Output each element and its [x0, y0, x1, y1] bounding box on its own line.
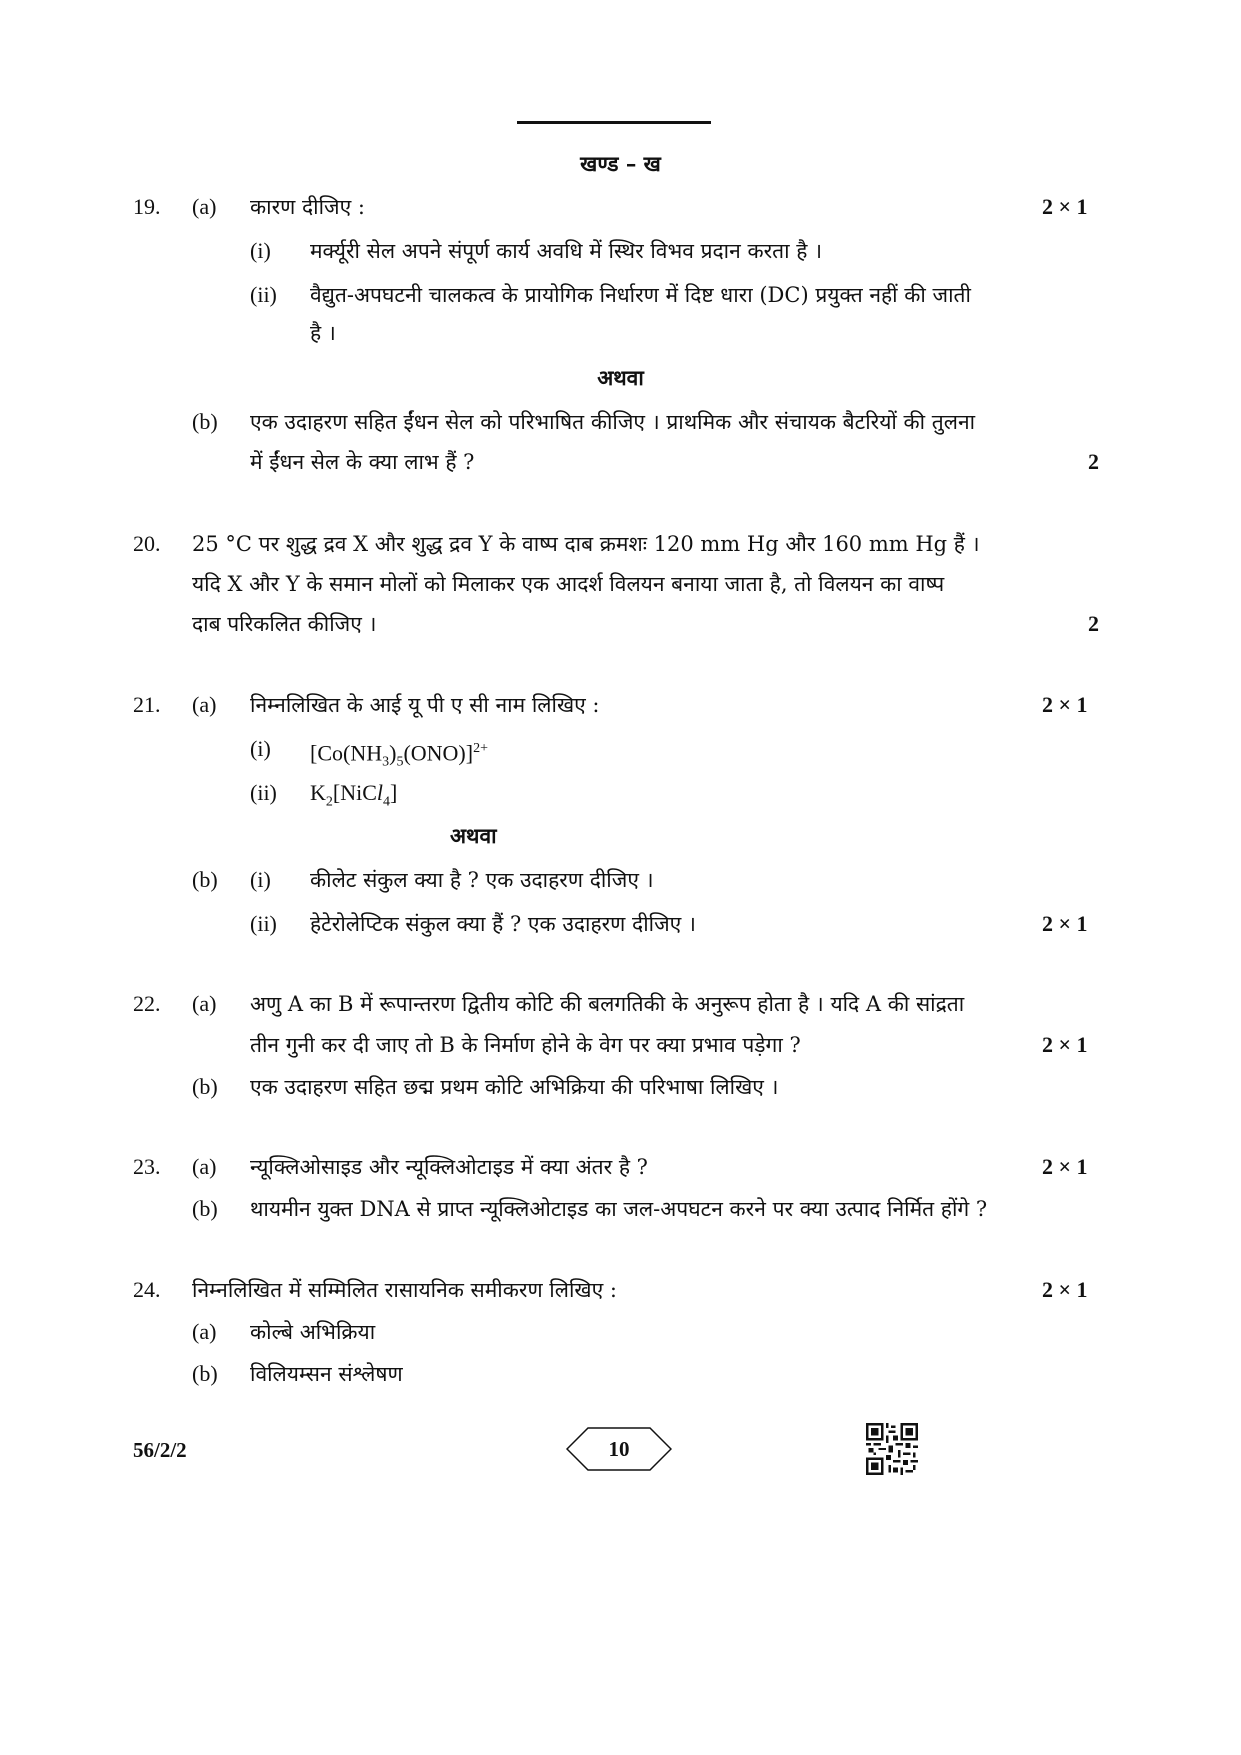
part-label: (b) [192, 1074, 218, 1099]
marks: 2 [1088, 611, 1099, 636]
marks: 2 × 1 [1042, 692, 1088, 717]
question-text: में ईंधन सेल के क्या लाभ हैं ? [250, 450, 475, 474]
subpart-label: (ii) [250, 780, 277, 805]
marks: 2 × 1 [1042, 194, 1088, 219]
question-text: अणु A का B में रूपान्तरण द्वितीय कोटि की बलगतिकी के अनुरूप होता है । यदि A की सांद्रता [250, 992, 965, 1016]
question-text: है । [310, 321, 336, 345]
question-text: दाब परिकलित कीजिए । [192, 612, 377, 636]
marks: 2 [1088, 449, 1099, 474]
page-number: 10 [608, 1437, 630, 1461]
or-label: अथवा [450, 823, 497, 848]
subpart-label: (ii) [250, 911, 277, 936]
question-text: कीलेट संकुल क्या है ? एक उदाहरण दीजिए । [310, 868, 654, 892]
question-text: मर्क्यूरी सेल अपने संपूर्ण कार्य अवधि में स्थिर विभव प्रदान करता है । [310, 239, 823, 263]
part-label: (b) [192, 1196, 218, 1221]
section-title: खण्ड – ख [580, 151, 661, 176]
part-label: (a) [192, 991, 217, 1016]
question-number: 20. [133, 531, 161, 556]
question-number: 21. [133, 692, 161, 717]
or-label: अथवा [597, 365, 644, 390]
question-text: यदि X और Y के समान मोलों को मिलाकर एक आदर्श विलयन बनाया जाता है, तो विलयन का वाष्प [192, 572, 945, 596]
question-number: 22. [133, 991, 161, 1016]
question-text: थायमीन युक्त DNA से प्राप्त न्यूक्लिओटाइड का जल-अपघटन करने पर क्या उत्पाद निर्मित होंगे ? [250, 1197, 988, 1221]
top-rule [517, 121, 711, 124]
marks: 2 × 1 [1042, 1154, 1088, 1179]
question-number: 23. [133, 1154, 161, 1179]
question-text: वैद्युत-अपघटनी चालकत्व के प्रायोगिक निर्धारण में दिष्ट धारा (DC) प्रयुक्त नहीं की जाती [310, 283, 971, 307]
part-label: (a) [192, 194, 217, 219]
subpart-label: (ii) [250, 282, 277, 307]
question-text: 25 °C पर शुद्ध द्रव X और शुद्ध द्रव Y के वाष्प दाब क्रमशः 120 mm Hg और 160 mm Hg हैं । [192, 532, 980, 556]
question-text: न्यूक्लिओसाइड और न्यूक्लिओटाइड में क्या अंतर है ? [250, 1155, 648, 1179]
part-label: (b) [192, 1361, 218, 1386]
question-text: एक उदाहरण सहित छद्म प्रथम कोटि अभिक्रिया की परिभाषा लिखिए । [250, 1075, 779, 1099]
marks: 2 × 1 [1042, 911, 1088, 936]
subpart-label: (i) [250, 238, 271, 263]
part-label: (a) [192, 692, 217, 717]
part-label: (a) [192, 1154, 217, 1179]
chemical-formula: $[Co(NH_3)_5(ONO)]^{2+}$ [310, 740, 488, 770]
question-text: निम्नलिखित में सम्मिलित रासायनिक समीकरण लिखिए : [192, 1278, 617, 1302]
question-number: 19. [133, 194, 161, 219]
question-number: 24. [133, 1277, 161, 1302]
part-label: (b) [192, 867, 218, 892]
subpart-label: (i) [250, 736, 271, 761]
marks: 2 × 1 [1042, 1277, 1088, 1302]
part-label: (a) [192, 1319, 217, 1344]
chemical-formula: $K_2[NiCl_4]$ [310, 780, 398, 810]
paper-code: 56/2/2 [133, 1438, 187, 1462]
part-label: (b) [192, 409, 218, 434]
question-text: तीन गुनी कर दी जाए तो B के निर्माण होने के वेग पर क्या प्रभाव पड़ेगा ? [250, 1033, 801, 1057]
question-text: एक उदाहरण सहित ईंधन सेल को परिभाषित कीजिए । प्राथमिक और संचायक बैटरियों की तुलना [250, 410, 976, 434]
subpart-label: (i) [250, 867, 271, 892]
marks: 2 × 1 [1042, 1032, 1088, 1057]
question-text: विलियम्सन संश्लेषण [250, 1362, 403, 1386]
question-text: कोल्बे अभिक्रिया [250, 1320, 376, 1344]
question-text: हेटेरोलेप्टिक संकुल क्या हैं ? एक उदाहरण दीजिए । [310, 912, 696, 936]
question-text: निम्नलिखित के आई यू पी ए सी नाम लिखिए : [250, 693, 600, 717]
qr-code-icon [866, 1423, 918, 1475]
question-text: कारण दीजिए : [250, 195, 365, 219]
